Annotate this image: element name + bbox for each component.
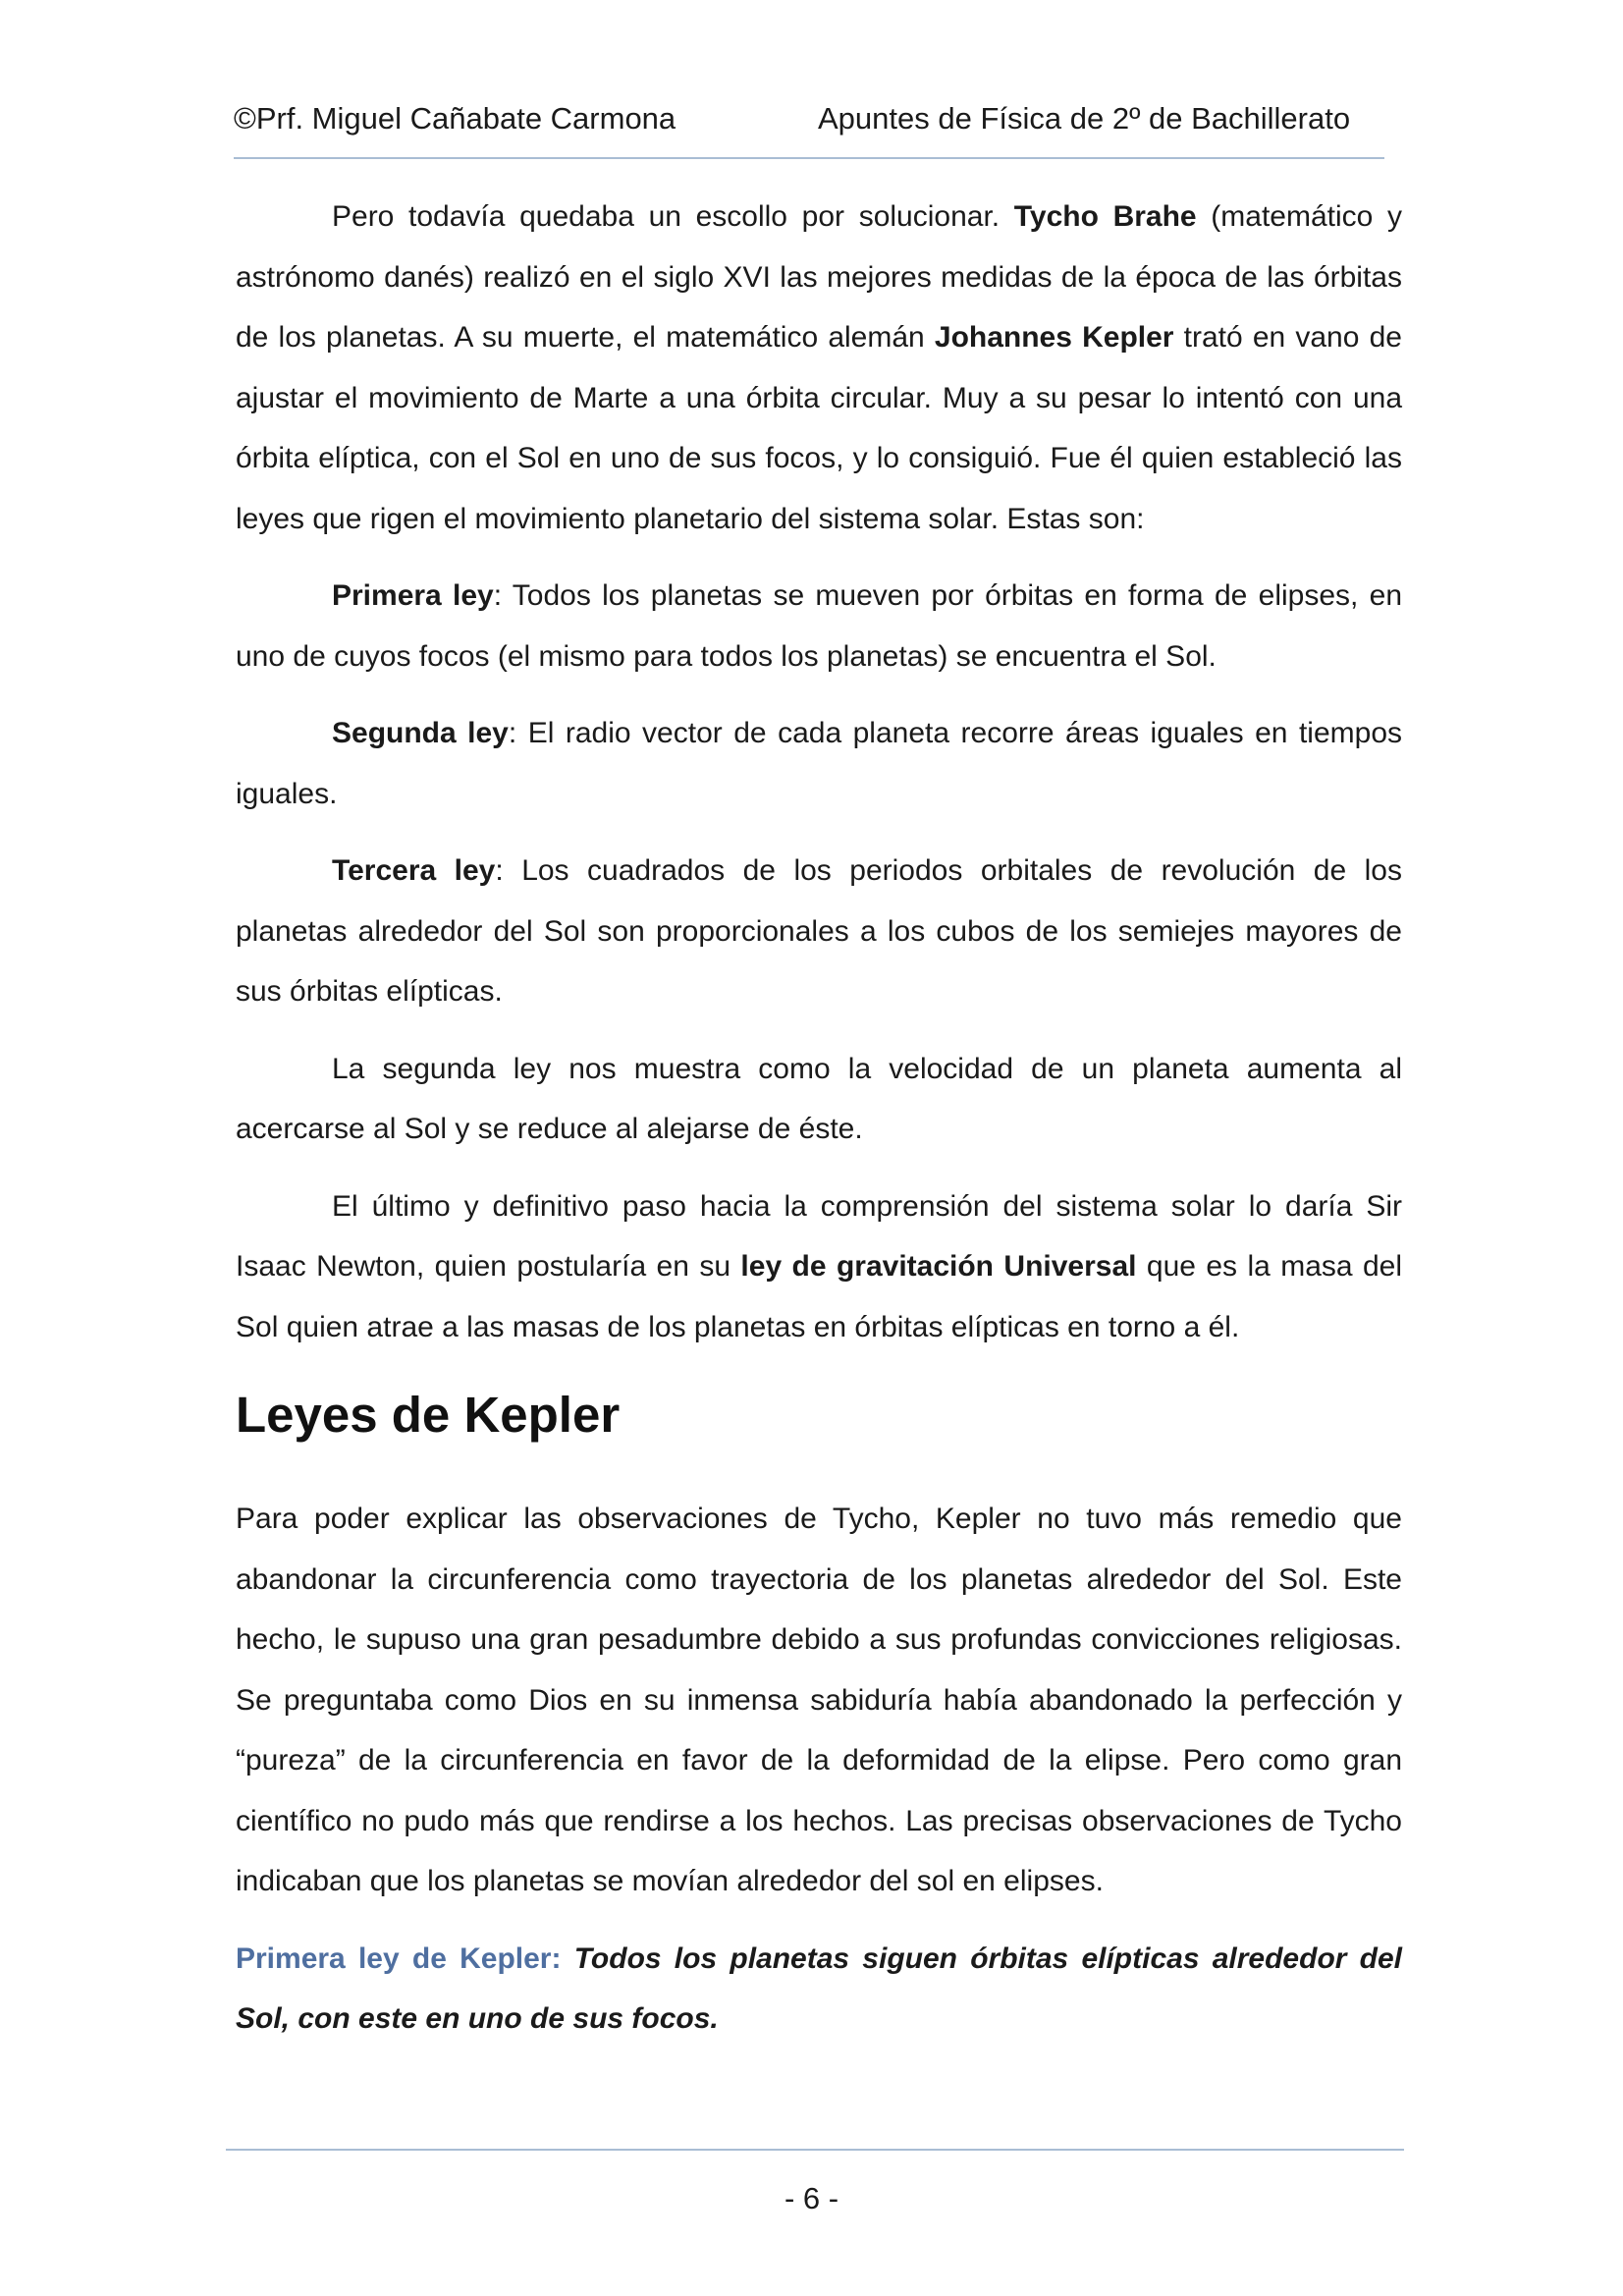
bold-gravitation-law: ley de gravitación Universal [740,1250,1137,1283]
third-law-paragraph [236,841,1402,1022]
page-number: - 6 - [784,2181,839,2215]
kepler-first-law-label: Primera ley de Kepler: [236,1941,562,1975]
kepler-first-law-statement [236,1929,1402,2050]
text-run: trató en vano de ajustar el movimiento de Marte a una órbita circular. Muy a su pesar lo intentó con una órbita elíptica, con el Sol en uno de sus focos, y lo consiguió. Fue él quien estableció las leyes que rigen el movimiento planetario del sistema solar. Estas son: [236,321,1402,535]
section-heading: Leyes de Kepler [236,1387,621,1443]
page-body [236,187,1402,2066]
first-law-paragraph [236,566,1402,686]
header-author: ©Prf. Miguel Cañabate Carmona [234,101,676,136]
third-law-label: Tercera ley [332,854,496,887]
second-law-paragraph [236,703,1402,824]
text-run: que es la masa del Sol quien atrae a las masas de los planetas en órbitas elípticas en torno a él. [236,1250,1403,1343]
newton-paragraph [236,1176,1402,1358]
bold-tycho-brahe: Tycho Brahe [1013,200,1197,233]
text-run: (matemático y astrónomo danés) realizó en el siglo XVI las mejores medidas de la época de las órbitas de los planetas. A su muerte, el matemático alemán [236,200,1402,354]
text-run: El último y definitivo paso hacia la comprensión del sistema solar lo daría Sir Isaac Newton, quien postularía en su [236,1189,1402,1283]
header-course-title: Apuntes de Física de 2º de Bachillerato [818,101,1351,136]
second-law-text: : El radio vector de cada planeta recorre áreas iguales en tiempos iguales. [236,717,1403,810]
kepler-section-paragraph: Para poder explicar las observaciones de Tycho, Kepler no tuvo más remedio que abandonar la circunferencia como trayectoria de los planetas alrededor del Sol. Este hecho, le supuso una gran pesadumbre debido a sus profundas convicciones religiosas. Se preguntaba como Dios en su inmensa sabiduría había abandonado la perfección y “pureza” de la circunferencia en favor de la deformidad de la elipse. Pero como gran científico no pudo más que rendirse a los hechos. Las precisas observaciones de Tycho indicaban que los planetas se movían alrededor del sol en elipses. [236,1503,1402,1897]
third-law-text: : Los cuadrados de los periodos orbitales de revolución de los planetas alrededor del Sol son proporcionales a los cubos de los semiejes mayores de sus órbitas elípticas. [236,854,1402,1008]
footer-divider [226,2149,1404,2151]
second-law-label: Segunda ley [332,717,509,749]
page-header [234,98,1384,139]
text-run: Pero todavía quedaba un escollo por solucionar. [332,200,1014,233]
header-divider [234,157,1384,159]
first-law-text: : Todos los planetas se mueven por órbitas en forma de elipses, en uno de cuyos focos (el mismo para todos los planetas) se encuentra el Sol. [236,579,1403,673]
bold-johannes-kepler: Johannes Kepler [934,321,1174,354]
first-law-label: Primera ley [332,579,494,612]
velocity-paragraph: La segunda ley nos muestra como la velocidad de un planeta aumenta al acercarse al Sol y se reduce al alejarse de éste. [236,1052,1402,1145]
intro-paragraph [236,187,1402,549]
kepler-first-law-text: Todos los planetas siguen órbitas elípticas alrededor del Sol, con este en uno de sus focos. [236,1941,1403,2035]
